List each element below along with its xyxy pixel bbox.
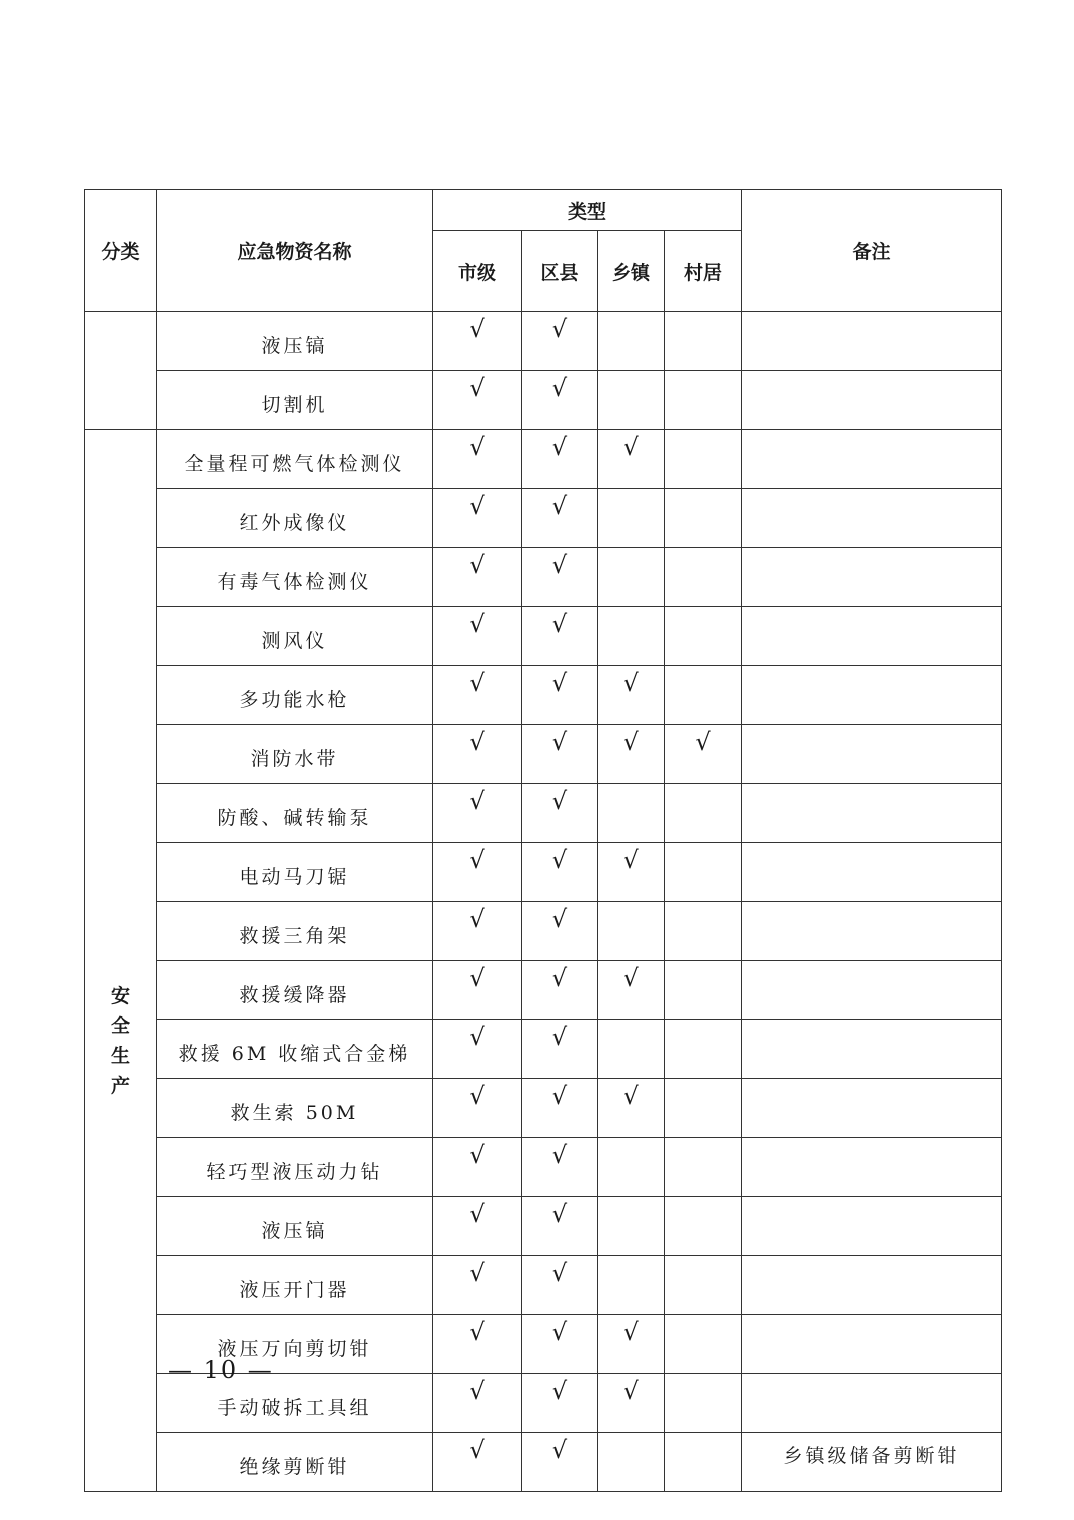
header-remark: 备注	[742, 190, 1002, 312]
remark-cell	[742, 1079, 1002, 1138]
check-mark-icon: √	[469, 1377, 485, 1405]
table-row	[85, 666, 1002, 725]
mark-town	[598, 1374, 665, 1433]
check-mark-icon: √	[623, 1082, 639, 1110]
check-mark-icon: √	[469, 433, 485, 461]
page-number: — 10 —	[168, 1356, 274, 1384]
mark-district	[522, 1197, 598, 1256]
mark-village	[665, 1315, 742, 1374]
mark-town	[598, 784, 665, 843]
mark-town	[598, 843, 665, 902]
remark-cell: 乡镇级储备剪断钳	[742, 1433, 1002, 1492]
header-type-district: 区县	[522, 231, 598, 312]
check-mark-icon: √	[623, 669, 639, 697]
check-mark-icon: √	[551, 1377, 568, 1405]
table-row	[85, 961, 1002, 1020]
check-mark-icon: √	[551, 433, 568, 461]
check-mark-icon: √	[469, 1318, 485, 1346]
check-mark-icon: √	[551, 315, 568, 343]
mark-city	[433, 489, 522, 548]
check-mark-icon: √	[551, 1082, 568, 1110]
table-row	[85, 1020, 1002, 1079]
check-mark-icon: √	[551, 905, 568, 933]
remark-cell	[742, 1197, 1002, 1256]
supply-name: 切割机	[157, 371, 433, 430]
remark-cell	[742, 1256, 1002, 1315]
mark-city	[433, 1256, 522, 1315]
mark-village	[665, 666, 742, 725]
mark-town	[598, 1138, 665, 1197]
mark-district	[522, 1138, 598, 1197]
mark-city	[433, 902, 522, 961]
check-mark-icon: √	[551, 669, 568, 697]
mark-town	[598, 1079, 665, 1138]
remark-cell	[742, 607, 1002, 666]
mark-district	[522, 784, 598, 843]
table-row	[85, 607, 1002, 666]
check-mark-icon: √	[695, 728, 711, 756]
mark-district	[522, 371, 598, 430]
check-mark-icon: √	[551, 728, 568, 756]
mark-village	[665, 312, 742, 371]
table-row	[85, 312, 1002, 371]
mark-city	[433, 1197, 522, 1256]
category-label: 安全生产	[110, 984, 130, 1097]
emergency-supplies-table	[84, 189, 1002, 1492]
mark-city	[433, 312, 522, 371]
check-mark-icon: √	[551, 787, 568, 815]
mark-district	[522, 430, 598, 489]
check-mark-icon: √	[551, 1436, 568, 1464]
check-mark-icon: √	[469, 610, 485, 638]
check-mark-icon: √	[469, 1141, 485, 1169]
check-mark-icon: √	[469, 1082, 485, 1110]
remark-cell	[742, 371, 1002, 430]
table-row	[85, 784, 1002, 843]
check-mark-icon: √	[623, 1377, 639, 1405]
check-mark-icon: √	[623, 1318, 639, 1346]
table-body	[85, 312, 1002, 1492]
remark-cell	[742, 843, 1002, 902]
mark-village	[665, 1138, 742, 1197]
check-mark-icon: √	[551, 846, 568, 874]
remark-cell	[742, 489, 1002, 548]
header-name: 应急物资名称	[157, 190, 433, 312]
table-row	[85, 489, 1002, 548]
mark-city	[433, 1433, 522, 1492]
remark-cell	[742, 312, 1002, 371]
mark-city	[433, 548, 522, 607]
supply-name: 测风仪	[157, 607, 433, 666]
mark-city	[433, 1315, 522, 1374]
mark-district	[522, 489, 598, 548]
table-row	[85, 371, 1002, 430]
check-mark-icon: √	[469, 846, 485, 874]
mark-district	[522, 961, 598, 1020]
mark-town	[598, 371, 665, 430]
mark-town	[598, 607, 665, 666]
mark-district	[522, 1256, 598, 1315]
check-mark-icon: √	[551, 1318, 568, 1346]
table-row	[85, 902, 1002, 961]
check-mark-icon: √	[551, 551, 568, 579]
mark-city	[433, 961, 522, 1020]
supply-name: 液压镐	[157, 1197, 433, 1256]
mark-city	[433, 607, 522, 666]
header-type-town: 乡镇	[598, 231, 665, 312]
mark-town	[598, 1315, 665, 1374]
mark-city	[433, 430, 522, 489]
mark-village	[665, 1197, 742, 1256]
mark-district	[522, 725, 598, 784]
supply-name: 有毒气体检测仪	[157, 548, 433, 607]
check-mark-icon: √	[469, 728, 485, 756]
mark-village	[665, 1256, 742, 1315]
check-mark-icon: √	[551, 1141, 568, 1169]
mark-district	[522, 1315, 598, 1374]
check-mark-icon: √	[469, 1200, 485, 1228]
header-category: 分类	[85, 190, 157, 312]
remark-cell	[742, 430, 1002, 489]
mark-district	[522, 1374, 598, 1433]
table-row	[85, 1256, 1002, 1315]
supply-name: 轻巧型液压动力钻	[157, 1138, 433, 1197]
mark-village	[665, 1433, 742, 1492]
supply-name: 红外成像仪	[157, 489, 433, 548]
check-mark-icon: √	[469, 551, 485, 579]
header-type-group: 类型	[433, 190, 742, 231]
mark-city	[433, 1020, 522, 1079]
table-row	[85, 725, 1002, 784]
table-header	[85, 190, 1002, 312]
remark-cell	[742, 902, 1002, 961]
mark-town	[598, 1020, 665, 1079]
supply-name: 手动破拆工具组	[157, 1374, 433, 1433]
table-row	[85, 843, 1002, 902]
supply-name: 电动马刀锯	[157, 843, 433, 902]
table-row	[85, 1197, 1002, 1256]
check-mark-icon: √	[469, 905, 485, 933]
supply-name: 多功能水枪	[157, 666, 433, 725]
mark-district	[522, 607, 598, 666]
mark-village	[665, 1374, 742, 1433]
remark-cell	[742, 725, 1002, 784]
check-mark-icon: √	[469, 787, 485, 815]
mark-town	[598, 430, 665, 489]
mark-district	[522, 1433, 598, 1492]
mark-district	[522, 312, 598, 371]
mark-town	[598, 1256, 665, 1315]
check-mark-icon: √	[551, 1200, 568, 1228]
mark-district	[522, 1020, 598, 1079]
check-mark-icon: √	[623, 846, 639, 874]
mark-town	[598, 902, 665, 961]
remark-cell	[742, 1315, 1002, 1374]
check-mark-icon: √	[469, 964, 485, 992]
check-mark-icon: √	[623, 433, 639, 461]
supply-name: 绝缘剪断钳	[157, 1433, 433, 1492]
mark-city	[433, 371, 522, 430]
mark-village	[665, 784, 742, 843]
check-mark-icon: √	[623, 964, 639, 992]
mark-village	[665, 371, 742, 430]
mark-village	[665, 489, 742, 548]
table-row	[85, 1138, 1002, 1197]
mark-village	[665, 725, 742, 784]
category-cell	[85, 430, 157, 1492]
check-mark-icon: √	[551, 1259, 568, 1287]
mark-town	[598, 666, 665, 725]
remark-cell	[742, 784, 1002, 843]
supply-name: 防酸、碱转输泵	[157, 784, 433, 843]
check-mark-icon: √	[551, 964, 568, 992]
mark-village	[665, 1079, 742, 1138]
mark-district	[522, 548, 598, 607]
check-mark-icon: √	[469, 1436, 485, 1464]
table-row	[85, 430, 1002, 489]
mark-town	[598, 548, 665, 607]
table-row	[85, 548, 1002, 607]
mark-town	[598, 1197, 665, 1256]
mark-district	[522, 843, 598, 902]
mark-town	[598, 489, 665, 548]
category-cell	[85, 312, 157, 430]
mark-village	[665, 548, 742, 607]
mark-district	[522, 1079, 598, 1138]
mark-village	[665, 430, 742, 489]
mark-city	[433, 784, 522, 843]
check-mark-icon: √	[551, 492, 568, 520]
mark-town	[598, 725, 665, 784]
remark-cell	[742, 666, 1002, 725]
check-mark-icon: √	[469, 374, 485, 402]
header-type-city: 市级	[433, 231, 522, 312]
mark-city	[433, 666, 522, 725]
check-mark-icon: √	[551, 374, 568, 402]
supply-name: 救援三角架	[157, 902, 433, 961]
check-mark-icon: √	[551, 1023, 568, 1051]
header-type-village: 村居	[665, 231, 742, 312]
mark-city	[433, 1374, 522, 1433]
check-mark-icon: √	[469, 315, 485, 343]
supply-name: 救生索 50M	[157, 1079, 433, 1138]
table-row	[85, 1079, 1002, 1138]
mark-town	[598, 961, 665, 1020]
mark-city	[433, 725, 522, 784]
supply-name: 全量程可燃气体检测仪	[157, 430, 433, 489]
mark-village	[665, 843, 742, 902]
check-mark-icon: √	[469, 1259, 485, 1287]
remark-cell	[742, 1138, 1002, 1197]
supply-name: 救援缓降器	[157, 961, 433, 1020]
remark-cell	[742, 548, 1002, 607]
supply-name: 液压万向剪切钳	[157, 1315, 433, 1374]
mark-city	[433, 843, 522, 902]
mark-village	[665, 902, 742, 961]
mark-village	[665, 1020, 742, 1079]
check-mark-icon: √	[469, 492, 485, 520]
mark-village	[665, 607, 742, 666]
remark-cell	[742, 1020, 1002, 1079]
mark-village	[665, 961, 742, 1020]
remark-cell	[742, 961, 1002, 1020]
check-mark-icon: √	[623, 728, 639, 756]
check-mark-icon: √	[469, 669, 485, 697]
check-mark-icon: √	[469, 1023, 485, 1051]
supply-name: 救援 6M 收缩式合金梯	[157, 1020, 433, 1079]
mark-city	[433, 1079, 522, 1138]
mark-town	[598, 312, 665, 371]
mark-district	[522, 902, 598, 961]
check-mark-icon: √	[551, 610, 568, 638]
mark-city	[433, 1138, 522, 1197]
supply-name: 液压开门器	[157, 1256, 433, 1315]
supply-name: 液压镐	[157, 312, 433, 371]
supply-name: 消防水带	[157, 725, 433, 784]
table-row	[85, 1433, 1002, 1492]
mark-district	[522, 666, 598, 725]
mark-town	[598, 1433, 665, 1492]
remark-cell	[742, 1374, 1002, 1433]
